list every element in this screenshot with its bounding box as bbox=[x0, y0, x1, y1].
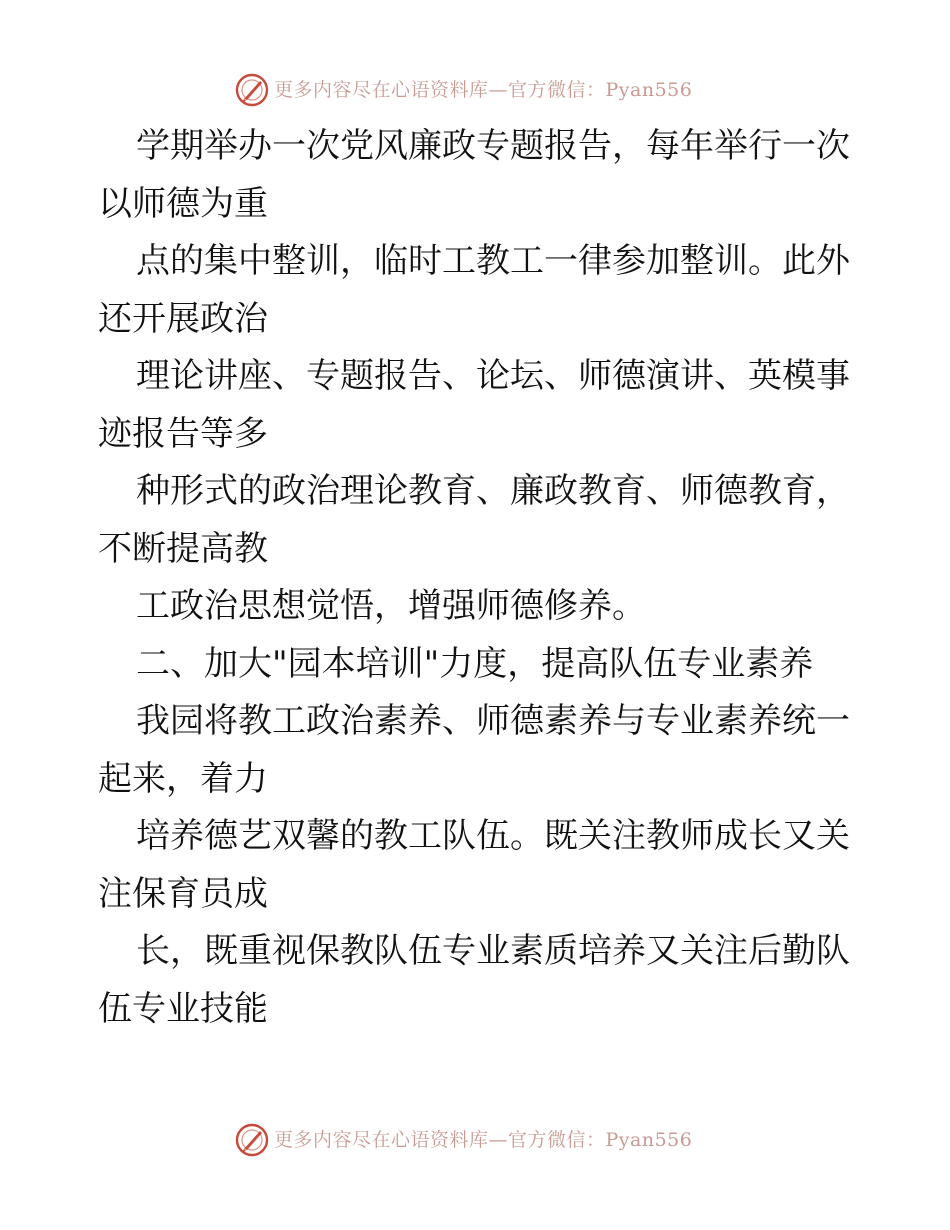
text-line: 以师德为重 bbox=[98, 183, 268, 224]
body-text bbox=[98, 118, 858, 1038]
section-heading: 二、加大"园本培训"力度，提高队伍专业素养 bbox=[136, 643, 814, 684]
header-watermark bbox=[234, 70, 692, 110]
text-line: 伍专业技能 bbox=[98, 988, 268, 1029]
text-line: 长，既重视保教队伍专业素质培养又关注后勤队 bbox=[136, 931, 850, 971]
text-line: 不断提高教 bbox=[98, 528, 268, 569]
text-line: 点的集中整训，临时工教工一律参加整训。此外 bbox=[136, 241, 850, 281]
watermark-text: 更多内容尽在心语资料库—官方微信：Pyan556 bbox=[274, 1128, 693, 1151]
watermark-text: 更多内容尽在心语资料库—官方微信：Pyan556 bbox=[274, 78, 693, 101]
quill-logo-icon bbox=[234, 72, 270, 108]
text-line: 迹报告等多 bbox=[98, 413, 268, 454]
text-line: 理论讲座、专题报告、论坛、师德演讲、英模事 bbox=[136, 356, 850, 396]
quill-logo-icon bbox=[234, 1122, 270, 1158]
footer-watermark bbox=[234, 1120, 692, 1160]
text-line: 种形式的政治理论教育、廉政教育、师德教育， bbox=[136, 471, 850, 511]
text-line: 注保育员成 bbox=[98, 873, 268, 914]
text-line: 培养德艺双馨的教工队伍。既关注教师成长又关 bbox=[136, 816, 850, 856]
text-line: 还开展政治 bbox=[98, 298, 268, 339]
text-line: 我园将教工政治素养、师德素养与专业素养统一 bbox=[136, 701, 850, 741]
text-line: 学期举办一次党风廉政专题报告，每年举行一次 bbox=[136, 126, 850, 166]
text-line: 起来，着力 bbox=[98, 758, 268, 799]
text-line: 工政治思想觉悟，增强师德修养。 bbox=[136, 586, 646, 626]
